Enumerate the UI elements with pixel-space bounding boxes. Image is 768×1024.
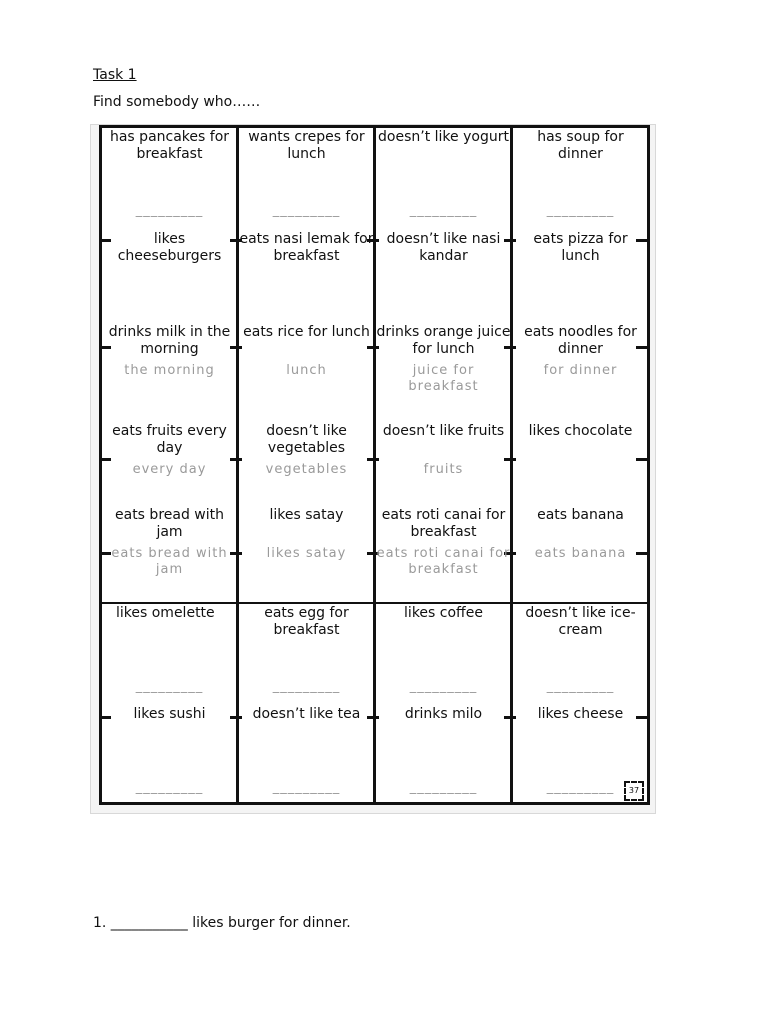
cell-ghost-text: for dinner bbox=[543, 363, 618, 378]
cell-label: eats fruits every day bbox=[112, 423, 227, 456]
grid-cell bbox=[376, 423, 511, 478]
cell-ghost-text: eats bread with jam bbox=[111, 546, 228, 577]
cell-label: eats rice for lunch bbox=[243, 324, 370, 340]
grid-dashed-top bbox=[102, 125, 522, 128]
grid-cell bbox=[376, 129, 511, 219]
answer-blank[interactable]: _________ bbox=[135, 780, 204, 795]
grid-cell bbox=[239, 706, 374, 796]
page-number: 37 bbox=[624, 781, 644, 801]
grid-cell bbox=[239, 423, 374, 478]
grid-cell bbox=[239, 605, 374, 695]
cell-label: likes sushi bbox=[133, 706, 206, 722]
cell-label: drinks milk in the morning bbox=[108, 324, 231, 357]
cell-label: likes omelette bbox=[116, 605, 215, 621]
grid-cell bbox=[513, 423, 648, 460]
cell-ghost-text: vegetables bbox=[265, 462, 348, 477]
cell-ghost-text: juice for breakfast bbox=[408, 363, 479, 394]
grid-cell bbox=[239, 507, 374, 562]
grid-cell bbox=[376, 231, 511, 268]
grid-cell bbox=[376, 324, 511, 395]
grid-cell bbox=[239, 231, 374, 268]
cell-label: likes cheese bbox=[537, 706, 624, 722]
answer-blank[interactable]: _________ bbox=[272, 203, 341, 218]
grid-cell bbox=[513, 129, 648, 219]
answer-blank[interactable]: _________ bbox=[409, 679, 478, 694]
cell-ghost-text: likes satay bbox=[266, 546, 347, 561]
cell-label: drinks orange juice for lunch bbox=[376, 324, 511, 357]
cell-ghost-text: lunch bbox=[286, 363, 327, 378]
cell-label: likes satay bbox=[269, 507, 344, 523]
grid-row-divider bbox=[99, 602, 650, 604]
cell-label: doesn’t like nasi kandar bbox=[386, 231, 501, 264]
cell-label: wants crepes for lunch bbox=[248, 129, 365, 162]
cell-label: likes chocolate bbox=[528, 423, 633, 439]
cell-label: eats noodles for dinner bbox=[524, 324, 637, 357]
cell-label: has soup for dinner bbox=[537, 129, 624, 162]
cell-label: eats roti canai for breakfast bbox=[381, 507, 506, 540]
task-instruction: Find somebody who…… bbox=[93, 94, 261, 110]
grid-cell bbox=[239, 324, 374, 379]
cell-label: eats bread with jam bbox=[115, 507, 224, 540]
question-1: 1. ___________ likes burger for dinner. bbox=[93, 915, 351, 931]
answer-blank[interactable]: _________ bbox=[409, 203, 478, 218]
cell-label: doesn’t like tea bbox=[252, 706, 361, 722]
cell-ghost-text: the morning bbox=[124, 363, 215, 378]
grid-cell bbox=[239, 129, 374, 219]
cell-label: eats pizza for lunch bbox=[533, 231, 628, 264]
cell-ghost-text: eats roti canai for breakfast bbox=[376, 546, 511, 577]
grid-cell bbox=[102, 129, 237, 219]
cell-ghost-text: fruits bbox=[423, 462, 464, 477]
cell-label: doesn’t like vegetables bbox=[266, 423, 347, 456]
task-title: Task 1 bbox=[93, 67, 137, 83]
grid-cell bbox=[513, 507, 648, 562]
cell-label: eats egg for breakfast bbox=[264, 605, 349, 638]
cell-label: likes cheeseburgers bbox=[117, 231, 222, 264]
grid-cell bbox=[376, 706, 511, 796]
cell-label: eats nasi lemak for breakfast bbox=[239, 231, 374, 264]
grid-cell bbox=[102, 423, 237, 478]
answer-blank[interactable]: _________ bbox=[546, 780, 615, 795]
answer-blank[interactable]: _________ bbox=[272, 679, 341, 694]
cell-label: likes coffee bbox=[404, 605, 483, 621]
answer-blank[interactable]: _________ bbox=[272, 780, 341, 795]
grid-cell bbox=[102, 231, 237, 268]
answer-blank[interactable]: _________ bbox=[409, 780, 478, 795]
answer-blank[interactable]: _________ bbox=[546, 203, 615, 218]
cell-ghost-text: every day bbox=[132, 462, 207, 477]
cell-label: eats banana bbox=[537, 507, 624, 523]
grid-cell bbox=[513, 324, 648, 379]
cell-label: doesn’t like yogurt bbox=[378, 129, 509, 145]
grid-cell bbox=[102, 507, 237, 578]
cell-label: drinks milo bbox=[404, 706, 483, 722]
cell-ghost-text: eats banana bbox=[534, 546, 627, 561]
answer-blank[interactable]: _________ bbox=[546, 679, 615, 694]
grid-cell bbox=[102, 324, 237, 379]
cell-label: doesn’t like ice-cream bbox=[525, 605, 636, 638]
cell-label: doesn’t like fruits bbox=[382, 423, 505, 439]
grid-cell bbox=[513, 605, 648, 695]
grid-cell bbox=[376, 507, 511, 578]
answer-blank[interactable]: _________ bbox=[135, 679, 204, 694]
answer-blank[interactable]: _________ bbox=[135, 203, 204, 218]
grid-cell bbox=[102, 706, 237, 796]
grid-cell bbox=[513, 231, 648, 268]
grid-cell bbox=[376, 605, 511, 695]
grid-cell bbox=[102, 605, 237, 695]
cell-label: has pancakes for breakfast bbox=[109, 129, 230, 162]
